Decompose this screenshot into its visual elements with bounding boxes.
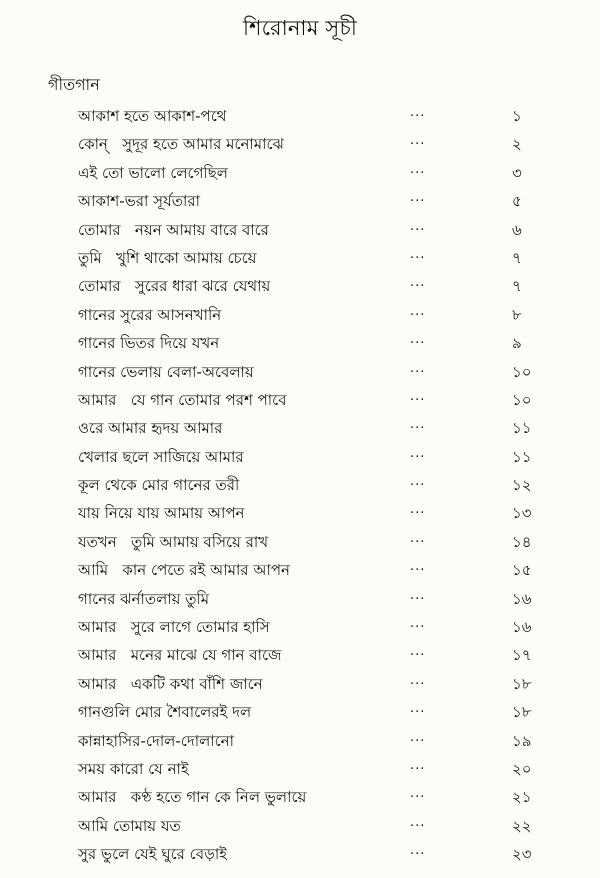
- toc-entry-title: আমার একটি কথা বাঁশি জানে: [78, 674, 263, 693]
- toc-entry[interactable]: [0, 556, 600, 584]
- toc-page-number: ৭: [512, 248, 522, 267]
- toc-entry[interactable]: [0, 443, 600, 471]
- toc-leader-dots: ...: [410, 814, 426, 830]
- toc-leader-dots: ...: [410, 218, 426, 234]
- toc-leader-dots: ...: [410, 105, 426, 120]
- section-heading: গীতগান: [48, 75, 100, 94]
- toc-page-number: ২২: [512, 816, 532, 835]
- toc-page-number: ১০: [512, 362, 532, 381]
- toc-entry[interactable]: [0, 585, 600, 613]
- toc-entry[interactable]: [0, 102, 600, 130]
- toc-entry[interactable]: [0, 187, 600, 215]
- toc-leader-dots: ...: [410, 757, 426, 773]
- toc-entry-title: আমার যে গান তোমার পরশ পাবে: [78, 390, 287, 409]
- toc-leader-dots: ...: [410, 445, 426, 461]
- toc-page-number: ৩: [512, 163, 522, 182]
- toc-page-number: ১০: [512, 390, 532, 409]
- toc-entry-title: সময় কারো যে নাই: [78, 759, 189, 778]
- toc-entry-title: কান্নাহাসির-দোল-দোলানো: [78, 731, 234, 750]
- toc-leader-dots: ...: [410, 502, 426, 518]
- toc-entry[interactable]: [0, 216, 600, 244]
- toc-page-number: ১১: [512, 447, 532, 466]
- toc-leader-dots: ...: [410, 360, 426, 376]
- toc-entry[interactable]: [0, 812, 600, 840]
- toc-entry[interactable]: [0, 244, 600, 272]
- toc-leader-dots: ...: [410, 303, 426, 319]
- toc-entry[interactable]: [0, 613, 600, 641]
- toc-leader-dots: ...: [410, 559, 426, 575]
- toc-page-number: ৮: [512, 305, 522, 324]
- toc-entry[interactable]: [0, 755, 600, 783]
- toc-page-number: ১২: [512, 476, 532, 495]
- toc-leader-dots: ...: [410, 729, 426, 745]
- toc-page-number: ১৬: [512, 618, 532, 637]
- toc-page-number: ২৩: [512, 845, 532, 864]
- toc-page-number: ২: [512, 135, 522, 154]
- toc-page-number: ১৭: [512, 646, 532, 665]
- toc-leader-dots: ...: [410, 786, 426, 802]
- toc-entry[interactable]: [0, 641, 600, 669]
- toc-page-number: ১: [512, 107, 522, 125]
- toc-entry-title: আমার সুরে লাগে তোমার হাসি: [78, 618, 270, 637]
- toc-entry[interactable]: [0, 414, 600, 442]
- toc-entry-title: খেলার ছলে সাজিয়ে আমার: [78, 447, 244, 466]
- toc-leader-dots: ...: [410, 246, 426, 262]
- toc-entry[interactable]: [0, 159, 600, 187]
- toc-entry[interactable]: [0, 272, 600, 300]
- toc-entry-title: তোমার নয়ন আমায় বারে বারে: [78, 220, 269, 239]
- toc-entry[interactable]: [0, 329, 600, 357]
- toc-leader-dots: ...: [410, 332, 426, 348]
- toc-leader-dots: ...: [410, 474, 426, 490]
- toc-leader-dots: ...: [410, 701, 426, 717]
- toc-entry-title: যতখন তুমি আমায় বসিয়ে রাখ: [78, 532, 269, 551]
- toc-leader-dots: ...: [410, 190, 426, 206]
- toc-page-number: ১৩: [512, 504, 532, 523]
- toc-leader-dots: ...: [410, 133, 426, 149]
- toc-leader-dots: ...: [410, 161, 426, 177]
- toc-entry-title: আমার মনের মাঝে যে গান বাজে: [78, 646, 282, 665]
- toc-entry-title: গানের ঝর্নাতলায় তুমি: [78, 589, 210, 608]
- toc-leader-dots: ...: [410, 587, 426, 603]
- toc-page-number: ২১: [512, 788, 532, 807]
- toc-entry[interactable]: [0, 727, 600, 755]
- toc-leader-dots: ...: [410, 616, 426, 632]
- toc-entry-title: আমি তোমায় যত: [78, 816, 181, 835]
- toc-page-number: ১১: [512, 419, 532, 438]
- toc-entry-title: যায় নিয়ে যায় আমায় আপন: [78, 504, 245, 523]
- toc-entry[interactable]: [0, 301, 600, 329]
- toc-entry[interactable]: [0, 698, 600, 726]
- toc-page-number: ১৬: [512, 589, 532, 608]
- toc-page-number: ১৮: [512, 703, 532, 722]
- toc-entry-title: কোন্ সুদূর হতে আমার মনোমাঝে: [78, 135, 284, 154]
- toc-entry[interactable]: [0, 840, 600, 868]
- toc-entry-title: আমার কণ্ঠ হতে গান কে নিল ভুলায়ে: [78, 788, 307, 807]
- toc-page-number: ১৯: [512, 731, 532, 750]
- toc-entry[interactable]: [0, 528, 600, 556]
- toc-entry[interactable]: [0, 358, 600, 386]
- toc-page-number: ৬: [512, 220, 522, 239]
- toc-entry-title: তুমি খুশি থাকো আমায় চেয়ে: [78, 248, 257, 267]
- toc-entry-title: তোমার সুরের ধারা ঝরে যেথায়: [78, 277, 271, 296]
- toc-entry-title: সুর ভুলে যেই ঘুরে বেড়াই: [78, 845, 227, 864]
- toc-page-number: ৭: [512, 277, 522, 296]
- toc-entry[interactable]: [0, 471, 600, 499]
- toc-entry-title: কূল থেকে মোর গানের তরী: [78, 476, 240, 495]
- toc-entry-title: গানের ভিতর দিয়ে যখন: [78, 334, 220, 353]
- toc-entry-title: এই তো ভালো লেগেছিল: [78, 163, 228, 182]
- toc-entry[interactable]: [0, 130, 600, 158]
- toc-entry-title: গানগুলি মোর শৈবালেরই দল: [78, 703, 252, 722]
- toc-entry-title: গানের ভেলায় বেলা-অবেলায়: [78, 362, 254, 381]
- toc-page-number: ১৪: [512, 532, 532, 551]
- toc-entry-title: আকাশ হতে আকাশ-পথে: [78, 107, 227, 125]
- toc-entry-title: আকাশ-ভরা সূর্যতারা: [78, 192, 200, 211]
- toc-page-number: ১৮: [512, 674, 532, 693]
- toc-entry[interactable]: [0, 670, 600, 698]
- toc-entry[interactable]: [0, 783, 600, 811]
- page-title: শিরোনাম সূচী: [242, 16, 358, 40]
- toc-leader-dots: ...: [410, 644, 426, 660]
- toc-leader-dots: ...: [410, 843, 426, 859]
- toc-page-number: ৯: [512, 334, 522, 353]
- toc-entry-title: আমি কান পেতে রই আমার আপন: [78, 561, 290, 580]
- toc-page-number: ৫: [512, 192, 522, 211]
- toc-list: [0, 102, 600, 869]
- toc-page-number: ১৫: [512, 561, 532, 580]
- toc-entry-title: গানের সুরের আসনখানি: [78, 305, 222, 324]
- toc-leader-dots: ...: [410, 672, 426, 688]
- toc-leader-dots: ...: [410, 417, 426, 433]
- toc-leader-dots: ...: [410, 388, 426, 404]
- toc-entry[interactable]: [0, 499, 600, 527]
- toc-leader-dots: ...: [410, 275, 426, 291]
- toc-entry[interactable]: [0, 386, 600, 414]
- toc-page-number: ২০: [512, 759, 532, 778]
- toc-leader-dots: ...: [410, 530, 426, 546]
- toc-entry-title: ওরে আমার হৃদয় আমার: [78, 419, 223, 438]
